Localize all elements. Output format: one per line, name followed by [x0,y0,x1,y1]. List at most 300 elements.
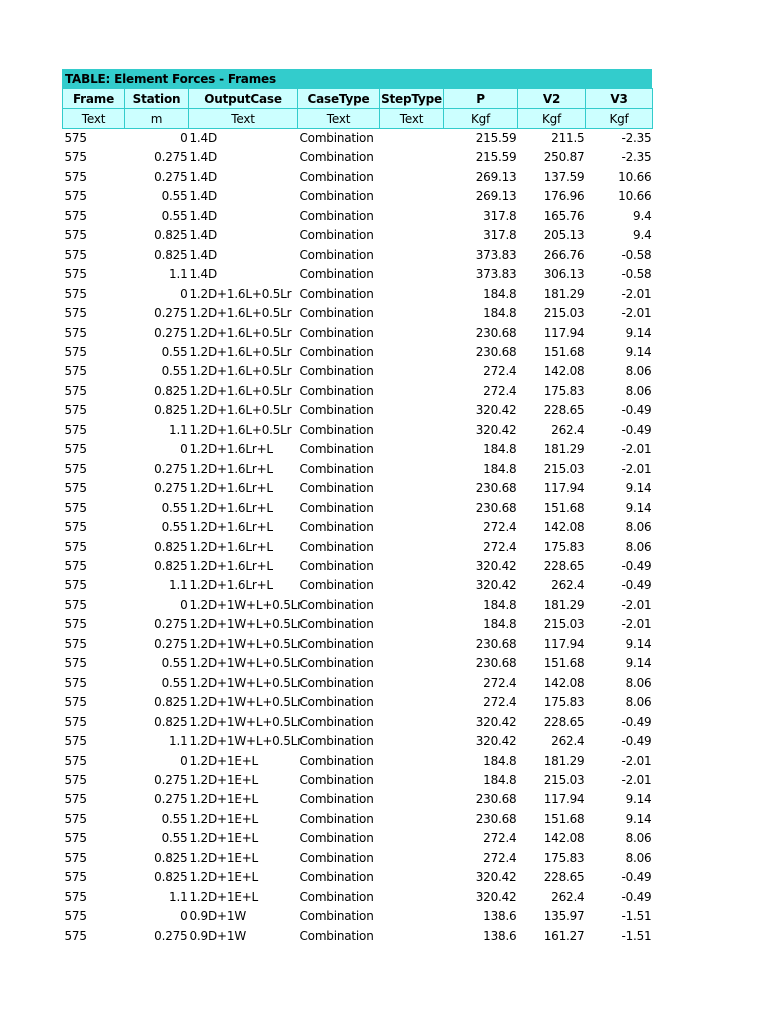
cell-steptype[interactable] [380,362,444,381]
cell-outputcase[interactable]: 1.2D+1.6L+0.5Lr [189,383,292,398]
cell-outputcase[interactable]: 1.4D [189,169,218,184]
header-frame[interactable]: Frame [63,89,125,109]
cell-steptype[interactable] [380,538,444,557]
cell-frame[interactable]: 575 [64,831,87,846]
cell-casetype[interactable]: Combination [299,383,374,398]
cell-p[interactable]: 320.42 [475,578,517,593]
cell-v3[interactable]: 9.4 [633,208,652,223]
cell-p[interactable]: 184.8 [483,306,517,321]
cell-steptype[interactable] [380,499,444,518]
cell-p[interactable]: 320.42 [475,403,517,418]
cell-steptype[interactable] [380,576,444,595]
cell-station[interactable]: 0.275 [154,617,188,632]
cell-steptype[interactable] [380,148,444,167]
cell-v3[interactable]: -2.01 [621,286,652,301]
cell-p[interactable]: 269.13 [475,189,517,204]
cell-outputcase[interactable]: 1.2D+1.6L+0.5Lr [189,422,292,437]
cell-p[interactable]: 184.8 [483,461,517,476]
cell-p[interactable]: 230.68 [475,481,517,496]
cell-frame[interactable]: 575 [64,325,87,340]
cell-v3[interactable]: -0.49 [621,870,652,885]
cell-casetype[interactable]: Combination [299,189,374,204]
header-v3[interactable]: V3 [586,89,653,109]
unit-v2[interactable]: Kgf [518,109,586,129]
cell-v2[interactable]: 135.97 [543,909,585,924]
cell-v3[interactable]: 10.66 [618,169,652,184]
cell-steptype[interactable] [380,187,444,206]
cell-p[interactable]: 230.68 [475,344,517,359]
cell-steptype[interactable] [380,654,444,673]
cell-steptype[interactable] [380,226,444,245]
cell-station[interactable]: 0.825 [154,850,188,865]
cell-v3[interactable]: 9.14 [625,792,652,807]
cell-station[interactable]: 0.275 [154,928,188,943]
cell-v2[interactable]: 228.65 [543,870,585,885]
cell-p[interactable]: 373.83 [475,247,517,262]
cell-station[interactable]: 0.55 [161,500,188,515]
cell-p[interactable]: 138.6 [483,928,517,943]
cell-station[interactable]: 0.275 [154,325,188,340]
cell-outputcase[interactable]: 1.2D+1W+L+0.5Lr [189,675,302,690]
cell-v2[interactable]: 142.08 [543,520,585,535]
cell-steptype[interactable] [380,927,444,946]
cell-station[interactable]: 1.1 [169,734,188,749]
cell-casetype[interactable]: Combination [299,442,374,457]
cell-station[interactable]: 0.825 [154,228,188,243]
cell-outputcase[interactable]: 1.4D [189,208,218,223]
cell-steptype[interactable] [380,304,444,323]
cell-frame[interactable]: 575 [64,169,87,184]
cell-casetype[interactable]: Combination [299,169,374,184]
cell-v2[interactable]: 262.4 [551,422,585,437]
cell-v2[interactable]: 250.87 [543,150,585,165]
cell-casetype[interactable]: Combination [299,539,374,554]
cell-p[interactable]: 272.4 [483,520,517,535]
cell-station[interactable]: 1.1 [169,267,188,282]
cell-frame[interactable]: 575 [64,364,87,379]
cell-v2[interactable]: 262.4 [551,734,585,749]
cell-station[interactable]: 0.825 [154,383,188,398]
cell-p[interactable]: 138.6 [483,909,517,924]
cell-v2[interactable]: 262.4 [551,889,585,904]
cell-frame[interactable]: 575 [64,753,87,768]
cell-casetype[interactable]: Combination [299,753,374,768]
cell-v3[interactable]: 9.14 [625,656,652,671]
cell-outputcase[interactable]: 1.2D+1.6Lr+L [189,481,273,496]
cell-steptype[interactable] [380,557,444,576]
cell-casetype[interactable]: Combination [299,831,374,846]
cell-p[interactable]: 272.4 [483,850,517,865]
cell-v2[interactable]: 161.27 [543,928,585,943]
cell-station[interactable]: 1.1 [169,578,188,593]
cell-v3[interactable]: -2.01 [621,753,652,768]
cell-v2[interactable]: 117.94 [543,481,585,496]
cell-v2[interactable]: 215.03 [543,461,585,476]
cell-v2[interactable]: 215.03 [543,772,585,787]
cell-frame[interactable]: 575 [64,306,87,321]
cell-outputcase[interactable]: 1.2D+1W+L+0.5Lr [189,656,302,671]
cell-outputcase[interactable]: 1.4D [189,247,218,262]
cell-p[interactable]: 215.59 [475,150,517,165]
cell-station[interactable]: 0 [180,597,188,612]
cell-station[interactable]: 1.1 [169,422,188,437]
cell-steptype[interactable] [380,324,444,343]
cell-outputcase[interactable]: 1.2D+1E+L [189,870,259,885]
cell-v2[interactable]: 181.29 [543,286,585,301]
cell-station[interactable]: 0.55 [161,520,188,535]
cell-v3[interactable]: -0.49 [621,558,652,573]
unit-frame[interactable]: Text [63,109,125,129]
cell-p[interactable]: 184.8 [483,597,517,612]
cell-v2[interactable]: 117.94 [543,792,585,807]
cell-v3[interactable]: -0.58 [621,267,652,282]
cell-casetype[interactable]: Combination [299,734,374,749]
cell-frame[interactable]: 575 [64,870,87,885]
cell-station[interactable]: 0.275 [154,306,188,321]
cell-v3[interactable]: 9.14 [625,344,652,359]
cell-p[interactable]: 272.4 [483,695,517,710]
cell-p[interactable]: 317.8 [483,208,517,223]
cell-casetype[interactable]: Combination [299,247,374,262]
cell-frame[interactable]: 575 [64,247,87,262]
cell-p[interactable]: 230.68 [475,792,517,807]
cell-p[interactable]: 184.8 [483,442,517,457]
cell-frame[interactable]: 575 [64,597,87,612]
unit-outputcase[interactable]: Text [189,109,298,129]
cell-casetype[interactable]: Combination [299,481,374,496]
cell-p[interactable]: 230.68 [475,500,517,515]
cell-v3[interactable]: -2.01 [621,461,652,476]
cell-v3[interactable]: -0.49 [621,734,652,749]
cell-steptype[interactable] [380,421,444,440]
cell-p[interactable]: 272.4 [483,675,517,690]
cell-casetype[interactable]: Combination [299,617,374,632]
cell-v2[interactable]: 175.83 [543,695,585,710]
cell-p[interactable]: 272.4 [483,539,517,554]
cell-station[interactable]: 0 [180,753,188,768]
cell-v3[interactable]: -2.01 [621,306,652,321]
cell-v2[interactable]: 262.4 [551,578,585,593]
cell-v2[interactable]: 151.68 [543,344,585,359]
cell-v3[interactable]: 8.06 [625,675,652,690]
cell-outputcase[interactable]: 1.2D+1W+L+0.5Lr [189,617,302,632]
cell-v3[interactable]: 9.14 [625,500,652,515]
cell-outputcase[interactable]: 1.2D+1W+L+0.5Lr [189,636,302,651]
cell-p[interactable]: 184.8 [483,286,517,301]
cell-casetype[interactable]: Combination [299,461,374,476]
cell-v3[interactable]: 9.14 [625,325,652,340]
cell-frame[interactable]: 575 [64,500,87,515]
cell-frame[interactable]: 575 [64,520,87,535]
cell-outputcase[interactable]: 1.2D+1E+L [189,753,259,768]
cell-frame[interactable]: 575 [64,267,87,282]
cell-casetype[interactable]: Combination [299,714,374,729]
cell-steptype[interactable] [380,265,444,284]
cell-v3[interactable]: 8.06 [625,850,652,865]
cell-station[interactable]: 0.55 [161,656,188,671]
table-title[interactable]: TABLE: Element Forces - Frames [62,69,652,88]
cell-frame[interactable]: 575 [64,578,87,593]
cell-steptype[interactable] [380,790,444,809]
cell-station[interactable]: 0.55 [161,344,188,359]
cell-station[interactable]: 0.825 [154,403,188,418]
cell-outputcase[interactable]: 1.2D+1W+L+0.5Lr [189,714,302,729]
cell-v3[interactable]: -1.51 [621,909,652,924]
cell-frame[interactable]: 575 [64,383,87,398]
cell-steptype[interactable] [380,888,444,907]
cell-steptype[interactable] [380,810,444,829]
cell-casetype[interactable]: Combination [299,520,374,535]
cell-outputcase[interactable]: 1.2D+1W+L+0.5Lr [189,695,302,710]
cell-frame[interactable]: 575 [64,481,87,496]
cell-p[interactable]: 317.8 [483,228,517,243]
cell-frame[interactable]: 575 [64,928,87,943]
cell-frame[interactable]: 575 [64,344,87,359]
cell-station[interactable]: 0.825 [154,558,188,573]
cell-v2[interactable]: 117.94 [543,636,585,651]
cell-casetype[interactable]: Combination [299,364,374,379]
cell-v3[interactable]: -2.01 [621,442,652,457]
cell-v2[interactable]: 175.83 [543,539,585,554]
header-station[interactable]: Station [125,89,189,109]
cell-outputcase[interactable]: 1.2D+1E+L [189,831,259,846]
header-v2[interactable]: V2 [518,89,586,109]
cell-station[interactable]: 0.275 [154,772,188,787]
cell-frame[interactable]: 575 [64,558,87,573]
cell-frame[interactable]: 575 [64,189,87,204]
cell-steptype[interactable] [380,343,444,362]
cell-outputcase[interactable]: 1.2D+1.6L+0.5Lr [189,325,292,340]
cell-casetype[interactable]: Combination [299,792,374,807]
cell-v2[interactable]: 228.65 [543,714,585,729]
unit-p[interactable]: Kgf [444,109,518,129]
cell-v2[interactable]: 142.08 [543,675,585,690]
cell-v2[interactable]: 151.68 [543,500,585,515]
cell-v2[interactable]: 142.08 [543,364,585,379]
cell-casetype[interactable]: Combination [299,422,374,437]
cell-casetype[interactable]: Combination [299,656,374,671]
cell-casetype[interactable]: Combination [299,344,374,359]
cell-v3[interactable]: -0.49 [621,578,652,593]
cell-steptype[interactable] [380,693,444,712]
cell-station[interactable]: 0.275 [154,150,188,165]
cell-p[interactable]: 184.8 [483,753,517,768]
cell-outputcase[interactable]: 1.2D+1.6Lr+L [189,539,273,554]
cell-v2[interactable]: 266.76 [543,247,585,262]
cell-v2[interactable]: 228.65 [543,558,585,573]
cell-v3[interactable]: 9.14 [625,636,652,651]
cell-p[interactable]: 320.42 [475,714,517,729]
cell-station[interactable]: 0 [180,286,188,301]
unit-station[interactable]: m [125,109,189,129]
cell-p[interactable]: 320.42 [475,870,517,885]
cell-v3[interactable]: -2.01 [621,617,652,632]
cell-frame[interactable]: 575 [64,461,87,476]
cell-frame[interactable]: 575 [64,150,87,165]
cell-v3[interactable]: 8.06 [625,520,652,535]
cell-p[interactable]: 272.4 [483,364,517,379]
cell-frame[interactable]: 575 [64,772,87,787]
cell-casetype[interactable]: Combination [299,597,374,612]
cell-outputcase[interactable]: 1.2D+1.6Lr+L [189,520,273,535]
cell-station[interactable]: 0.55 [161,208,188,223]
cell-station[interactable]: 0.55 [161,675,188,690]
cell-station[interactable]: 0 [180,909,188,924]
cell-steptype[interactable] [380,752,444,771]
cell-frame[interactable]: 575 [64,909,87,924]
cell-steptype[interactable] [380,479,444,498]
cell-station[interactable]: 0.275 [154,461,188,476]
cell-steptype[interactable] [380,129,444,149]
unit-steptype[interactable]: Text [380,109,444,129]
cell-p[interactable]: 272.4 [483,383,517,398]
cell-v2[interactable]: 181.29 [543,442,585,457]
cell-v3[interactable]: -0.49 [621,714,652,729]
cell-steptype[interactable] [380,168,444,187]
cell-v3[interactable]: -0.49 [621,403,652,418]
cell-outputcase[interactable]: 1.2D+1.6L+0.5Lr [189,344,292,359]
cell-v2[interactable]: 142.08 [543,831,585,846]
cell-v2[interactable]: 151.68 [543,656,585,671]
cell-v2[interactable]: 181.29 [543,753,585,768]
cell-casetype[interactable]: Combination [299,228,374,243]
cell-frame[interactable]: 575 [64,442,87,457]
cell-station[interactable]: 0.825 [154,247,188,262]
cell-v2[interactable]: 205.13 [543,228,585,243]
cell-steptype[interactable] [380,246,444,265]
cell-casetype[interactable]: Combination [299,306,374,321]
cell-casetype[interactable]: Combination [299,772,374,787]
cell-steptype[interactable] [380,207,444,226]
cell-v2[interactable]: 228.65 [543,403,585,418]
cell-outputcase[interactable]: 1.2D+1.6L+0.5Lr [189,306,292,321]
cell-p[interactable]: 230.68 [475,325,517,340]
cell-casetype[interactable]: Combination [299,267,374,282]
cell-v3[interactable]: 8.06 [625,831,652,846]
cell-v2[interactable]: 215.03 [543,617,585,632]
cell-v2[interactable]: 215.03 [543,306,585,321]
cell-station[interactable]: 0 [180,442,188,457]
cell-steptype[interactable] [380,615,444,634]
cell-casetype[interactable]: Combination [299,558,374,573]
cell-station[interactable]: 0.825 [154,695,188,710]
cell-v3[interactable]: 8.06 [625,539,652,554]
cell-v3[interactable]: -1.51 [621,928,652,943]
cell-outputcase[interactable]: 1.2D+1E+L [189,772,259,787]
cell-station[interactable]: 0 [180,131,188,145]
cell-p[interactable]: 320.42 [475,734,517,749]
cell-outputcase[interactable]: 1.2D+1.6L+0.5Lr [189,403,292,418]
cell-p[interactable]: 230.68 [475,636,517,651]
header-steptype[interactable]: StepType [380,89,444,109]
cell-frame[interactable]: 575 [64,695,87,710]
cell-v2[interactable]: 165.76 [543,208,585,223]
cell-frame[interactable]: 575 [64,131,87,145]
cell-steptype[interactable] [380,849,444,868]
cell-v3[interactable]: -2.01 [621,772,652,787]
cell-casetype[interactable]: Combination [299,850,374,865]
cell-outputcase[interactable]: 1.4D [189,150,218,165]
cell-casetype[interactable]: Combination [299,578,374,593]
cell-v2[interactable]: 175.83 [543,383,585,398]
cell-casetype[interactable]: Combination [299,695,374,710]
cell-steptype[interactable] [380,713,444,732]
cell-v3[interactable]: 9.14 [625,811,652,826]
cell-v3[interactable]: -2.01 [621,597,652,612]
cell-casetype[interactable]: Combination [299,131,374,145]
cell-casetype[interactable]: Combination [299,889,374,904]
cell-outputcase[interactable]: 1.2D+1E+L [189,811,259,826]
cell-station[interactable]: 0.275 [154,636,188,651]
cell-v2[interactable]: 176.96 [543,189,585,204]
cell-casetype[interactable]: Combination [299,208,374,223]
cell-v3[interactable]: -0.49 [621,422,652,437]
cell-p[interactable]: 230.68 [475,811,517,826]
cell-v2[interactable]: 151.68 [543,811,585,826]
cell-outputcase[interactable]: 1.2D+1E+L [189,889,259,904]
cell-station[interactable]: 0.55 [161,189,188,204]
cell-frame[interactable]: 575 [64,228,87,243]
cell-outputcase[interactable]: 0.9D+1W [189,909,246,924]
cell-outputcase[interactable]: 1.2D+1E+L [189,850,259,865]
cell-outputcase[interactable]: 1.4D [189,228,218,243]
cell-v3[interactable]: 9.4 [633,228,652,243]
cell-station[interactable]: 0.55 [161,364,188,379]
cell-v2[interactable]: 211.5 [551,131,585,145]
cell-v3[interactable]: 8.06 [625,364,652,379]
header-casetype[interactable]: CaseType [298,89,380,109]
cell-v3[interactable]: -2.35 [621,150,652,165]
cell-p[interactable]: 320.42 [475,889,517,904]
cell-outputcase[interactable]: 0.9D+1W [189,928,246,943]
cell-steptype[interactable] [380,868,444,887]
cell-station[interactable]: 0.825 [154,539,188,554]
cell-casetype[interactable]: Combination [299,286,374,301]
cell-outputcase[interactable]: 1.2D+1.6L+0.5Lr [189,286,292,301]
cell-v3[interactable]: 8.06 [625,383,652,398]
cell-steptype[interactable] [380,907,444,926]
cell-p[interactable]: 269.13 [475,169,517,184]
cell-steptype[interactable] [380,771,444,790]
cell-outputcase[interactable]: 1.4D [189,131,218,145]
cell-casetype[interactable]: Combination [299,811,374,826]
cell-casetype[interactable]: Combination [299,675,374,690]
cell-steptype[interactable] [380,518,444,537]
cell-v3[interactable]: 10.66 [618,189,652,204]
cell-outputcase[interactable]: 1.2D+1.6L+0.5Lr [189,364,292,379]
unit-v3[interactable]: Kgf [586,109,653,129]
cell-steptype[interactable] [380,285,444,304]
cell-outputcase[interactable]: 1.2D+1.6Lr+L [189,578,273,593]
cell-station[interactable]: 0.825 [154,714,188,729]
cell-casetype[interactable]: Combination [299,909,374,924]
cell-p[interactable]: 373.83 [475,267,517,282]
cell-v3[interactable]: -0.49 [621,889,652,904]
cell-steptype[interactable] [380,635,444,654]
cell-casetype[interactable]: Combination [299,636,374,651]
cell-v2[interactable]: 137.59 [543,169,585,184]
cell-frame[interactable]: 575 [64,636,87,651]
cell-p[interactable]: 184.8 [483,772,517,787]
cell-v2[interactable]: 306.13 [543,267,585,282]
cell-p[interactable]: 320.42 [475,422,517,437]
cell-frame[interactable]: 575 [64,539,87,554]
cell-outputcase[interactable]: 1.2D+1W+L+0.5Lr [189,734,302,749]
cell-station[interactable]: 1.1 [169,889,188,904]
header-p[interactable]: P [444,89,518,109]
cell-station[interactable]: 0.275 [154,481,188,496]
cell-outputcase[interactable]: 1.2D+1.6Lr+L [189,461,273,476]
